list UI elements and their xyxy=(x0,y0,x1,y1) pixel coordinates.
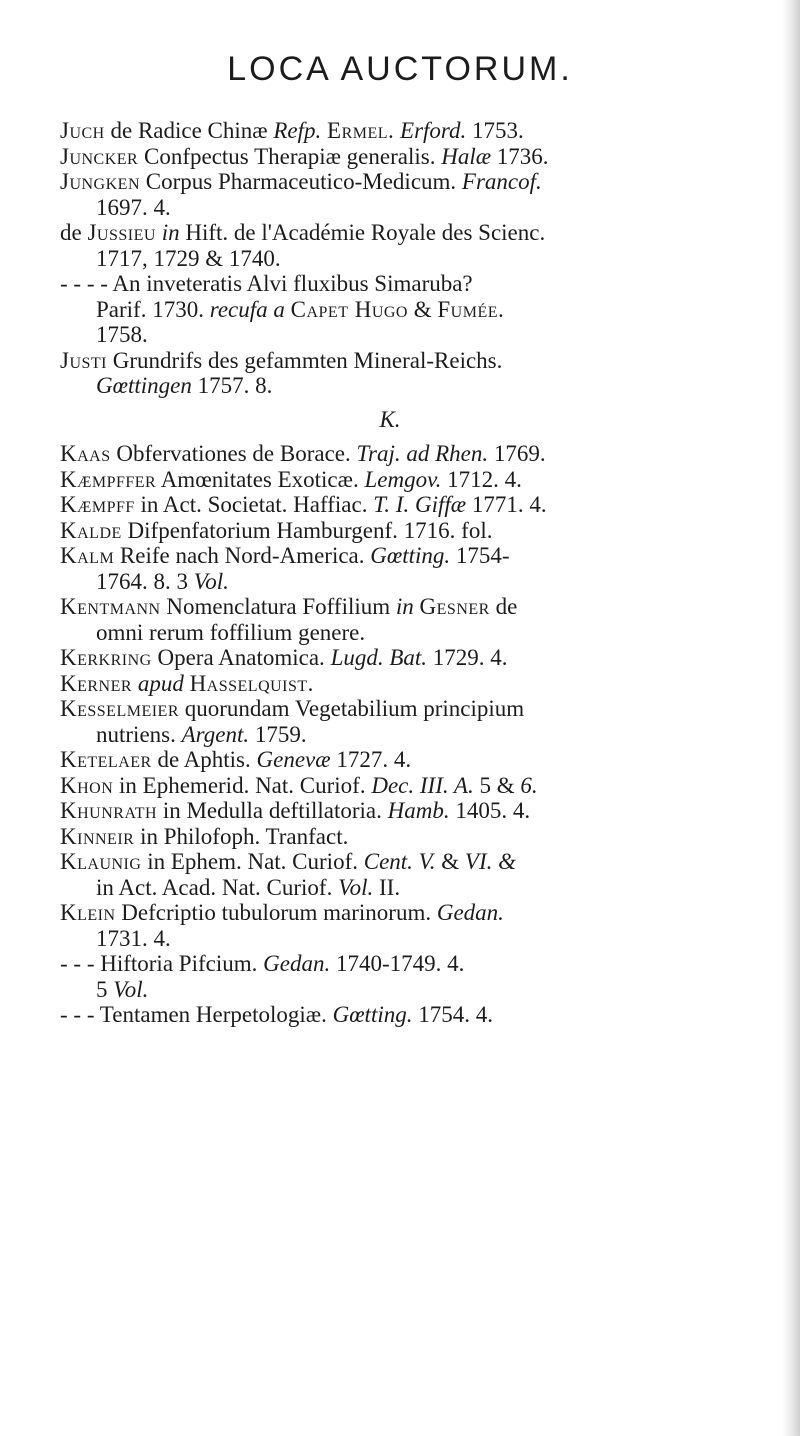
entry-line xyxy=(60,951,780,976)
italic-text: Lemgov. xyxy=(364,466,442,492)
index-entry xyxy=(60,1002,780,1027)
index-entry xyxy=(60,696,780,747)
entry-line xyxy=(60,441,780,466)
entry-text: Parif. 1730. xyxy=(96,296,210,322)
entry-line xyxy=(60,144,780,169)
entry-text: de Aphtis. xyxy=(151,747,257,772)
italic-text: Vol. xyxy=(113,976,149,1002)
italic-text: Traj. ad Rhen. xyxy=(356,441,489,466)
author-name: Kaas xyxy=(60,441,111,466)
entry-text: in Ephem. Nat. Curiof. xyxy=(141,849,364,874)
italic-text: Argent. xyxy=(181,721,250,747)
entry-text: Grundrifs des gefammten Mineral-Reichs. xyxy=(107,347,503,373)
author-name: Kalde xyxy=(60,517,122,543)
entry-continuation-line xyxy=(60,875,780,900)
index-entry xyxy=(60,271,780,347)
entry-text: 1764. 8. 3 xyxy=(96,568,194,594)
author-name: Kæmpff xyxy=(60,492,135,517)
entry-continuation-line xyxy=(60,195,780,220)
italic-text: VI. & xyxy=(464,849,517,874)
entry-line xyxy=(60,594,780,619)
italic-text: Francof. xyxy=(461,169,542,194)
italic-text: recufa a xyxy=(209,296,285,322)
entry-line xyxy=(60,467,780,492)
section-letter-heading: K. xyxy=(379,407,401,432)
entry-text: 1740-1749. 4. xyxy=(330,951,465,976)
entry-text: in Philofoph. Tranfact. xyxy=(134,823,349,849)
entry-line xyxy=(60,220,780,245)
italic-text: Gœttingen xyxy=(96,373,192,398)
entry-text: 1754- xyxy=(450,543,510,568)
index-entry xyxy=(60,118,780,143)
italic-text: Erford. xyxy=(400,118,467,143)
entry-text: in Act. Acad. Nat. Curiof. xyxy=(96,874,339,900)
italic-text: Gedan. xyxy=(436,900,504,925)
entry-line xyxy=(60,773,780,798)
author-name: Klaunig xyxy=(60,849,142,874)
entry-continuation-line xyxy=(60,297,780,322)
entry-text: 5 xyxy=(96,976,114,1002)
entry-text: 1727. 4. xyxy=(330,747,412,772)
italic-text: Lugd. Bat. xyxy=(330,645,428,670)
author-name: Capet Hugo xyxy=(290,296,408,322)
entry-text: 1753. xyxy=(466,118,524,143)
index-entry xyxy=(60,849,780,900)
italic-text: Hamb. xyxy=(387,798,450,823)
entry-text: Reife nach Nord-America. xyxy=(114,543,371,568)
entry-text: 1717, 1729 & 1740. xyxy=(96,245,281,271)
index-entry xyxy=(60,144,780,169)
entry-continuation-line xyxy=(60,926,780,951)
author-name: Justi xyxy=(60,347,108,373)
index-entry xyxy=(60,951,780,1002)
author-name: Kerner xyxy=(60,670,133,696)
italic-text: Dec. III. A. xyxy=(371,772,474,798)
entry-line xyxy=(60,543,780,568)
entry-text: & xyxy=(408,296,438,322)
entry-text: quorundam Vegetabilium principium xyxy=(179,696,525,721)
entry-text: de xyxy=(60,220,88,245)
author-name: Kinneir xyxy=(60,823,135,849)
entry-line xyxy=(60,645,780,670)
entry-text: nutriens. xyxy=(96,721,182,747)
entry-text: 1771. 4. xyxy=(466,492,547,517)
entry-text: Confpectus Therapiæ generalis. xyxy=(138,143,442,169)
index-entry xyxy=(60,220,780,271)
italic-text: in xyxy=(161,220,180,245)
entry-text: in Act. Societat. Haffiac. xyxy=(134,492,374,517)
entry-line xyxy=(60,849,780,874)
entry-text: 5 & xyxy=(473,772,521,798)
italic-text: T. I. Giffæ xyxy=(373,492,467,517)
index-entry xyxy=(60,492,780,517)
author-name: Kerkring xyxy=(60,645,152,670)
index-entry xyxy=(60,594,780,645)
author-name: Kentmann xyxy=(60,594,161,619)
entry-text: - - - Tentamen Herpetologiæ. xyxy=(60,1002,333,1027)
entry-text: - - - Hiftoria Pifcium. xyxy=(60,951,264,976)
entry-text: 1754. 4. xyxy=(412,1002,493,1027)
author-name: Juch xyxy=(60,118,105,143)
entry-text: Hift. de l'Académie Royale des Scienc. xyxy=(179,220,546,245)
entry-line xyxy=(60,518,780,543)
entry-line xyxy=(60,492,780,517)
entry-continuation-line xyxy=(60,620,780,645)
italic-text: Gœtting. xyxy=(370,543,451,568)
entry-continuation-line xyxy=(60,977,780,1002)
index-entry xyxy=(60,518,780,543)
entry-line xyxy=(60,747,780,772)
entry-text: 1405. 4. xyxy=(449,798,531,823)
italic-text: Halæ xyxy=(441,143,492,169)
entry-text: Nomenclatura Foffilium xyxy=(160,594,396,619)
author-name: Juncker xyxy=(60,143,139,169)
entry-text: - - - - An inveteratis Alvi fluxibus Simaruba? xyxy=(60,271,473,296)
entry-text: Defcriptio tubulorum marinorum. xyxy=(115,900,437,925)
italic-text: Cent. V. xyxy=(363,849,436,874)
author-name: Khon xyxy=(60,772,114,798)
entry-text: 1731. 4. xyxy=(96,925,171,951)
entry-text: de xyxy=(489,594,518,619)
index-entry xyxy=(60,467,780,492)
index-entry xyxy=(60,169,780,220)
page-edge-shadow xyxy=(782,0,800,1436)
entry-text: 1757. 8. xyxy=(191,373,273,398)
author-name: Jussieu xyxy=(87,220,156,245)
author-name: Jungken xyxy=(60,169,140,194)
index-entry xyxy=(60,441,780,466)
author-name: Hasselquist. xyxy=(189,670,314,696)
italic-text: Refp. xyxy=(273,118,322,143)
author-name: Kalm xyxy=(60,543,115,568)
page-header: LOCA AUCTORUM. xyxy=(227,50,573,88)
italic-text: Vol. xyxy=(338,874,374,900)
index-entry xyxy=(60,348,780,399)
italic-text: 6. xyxy=(520,772,538,798)
index-entry xyxy=(60,824,780,849)
entry-text: in Ephemerid. Nat. Curiof. xyxy=(113,772,372,798)
entry-text: 1759. xyxy=(249,721,307,747)
entry-line xyxy=(60,271,780,296)
italic-text: Gedan. xyxy=(263,951,331,976)
entry-continuation-line xyxy=(60,373,780,398)
italic-text: apud xyxy=(137,670,184,696)
index-entry xyxy=(60,543,780,594)
entry-line xyxy=(60,671,780,696)
entry-text: omni rerum foffilium genere. xyxy=(96,619,366,645)
index-entry xyxy=(60,798,780,823)
entry-text: Amœnitates Exoticæ. xyxy=(156,466,365,492)
entry-text: 1712. 4. xyxy=(441,466,522,492)
author-name: Ketelaer xyxy=(60,747,152,772)
entry-continuation-line xyxy=(60,569,780,594)
entry-continuation-line xyxy=(60,322,780,347)
entry-line xyxy=(60,824,780,849)
author-name: Kæmpffer xyxy=(60,466,157,492)
author-name: Kesselmeier xyxy=(60,696,180,721)
index-entry xyxy=(60,747,780,772)
entry-line xyxy=(60,348,780,373)
index-entry xyxy=(60,900,780,951)
entry-text: 1729. 4. xyxy=(427,645,508,670)
entry-continuation-line xyxy=(60,246,780,271)
entry-line xyxy=(60,118,780,143)
author-name: Gesner xyxy=(419,594,490,619)
entry-text: Corpus Pharmaceutico-Medicum. xyxy=(140,169,462,194)
italic-text: Gœtting. xyxy=(332,1002,413,1027)
author-name: Ermel. xyxy=(327,118,395,143)
entry-continuation-line xyxy=(60,722,780,747)
entry-text: Difpenfatorium Hamburgenf. 1716. fol. xyxy=(121,517,493,543)
entry-line xyxy=(60,1002,780,1027)
entry-line xyxy=(60,900,780,925)
index-entries xyxy=(60,118,780,1028)
italic-text: in xyxy=(395,594,414,619)
entry-text: 1758. xyxy=(96,322,148,347)
index-entry xyxy=(60,773,780,798)
entry-text: 1697. 4. xyxy=(96,194,171,220)
entry-text: Obfervationes de Borace. xyxy=(110,441,357,466)
entry-text: Opera Anatomica. xyxy=(151,645,331,670)
entry-line xyxy=(60,798,780,823)
entry-text: & xyxy=(435,849,465,874)
index-entry xyxy=(60,645,780,670)
italic-text: Vol. xyxy=(193,568,229,594)
entry-line xyxy=(60,169,780,194)
entry-text: in Medulla deftillatoria. xyxy=(157,798,388,823)
entry-text: II. xyxy=(373,874,401,900)
entry-line xyxy=(60,696,780,721)
italic-text: Genevæ xyxy=(256,747,331,772)
entry-text: de Radice Chinæ xyxy=(104,118,274,143)
author-name: Klein xyxy=(60,900,116,925)
index-entry xyxy=(60,671,780,696)
entry-text: 1769. xyxy=(488,441,546,466)
author-name: Fumée. xyxy=(437,296,505,322)
author-name: Khunrath xyxy=(60,798,158,823)
entry-text: 1736. xyxy=(491,143,549,169)
